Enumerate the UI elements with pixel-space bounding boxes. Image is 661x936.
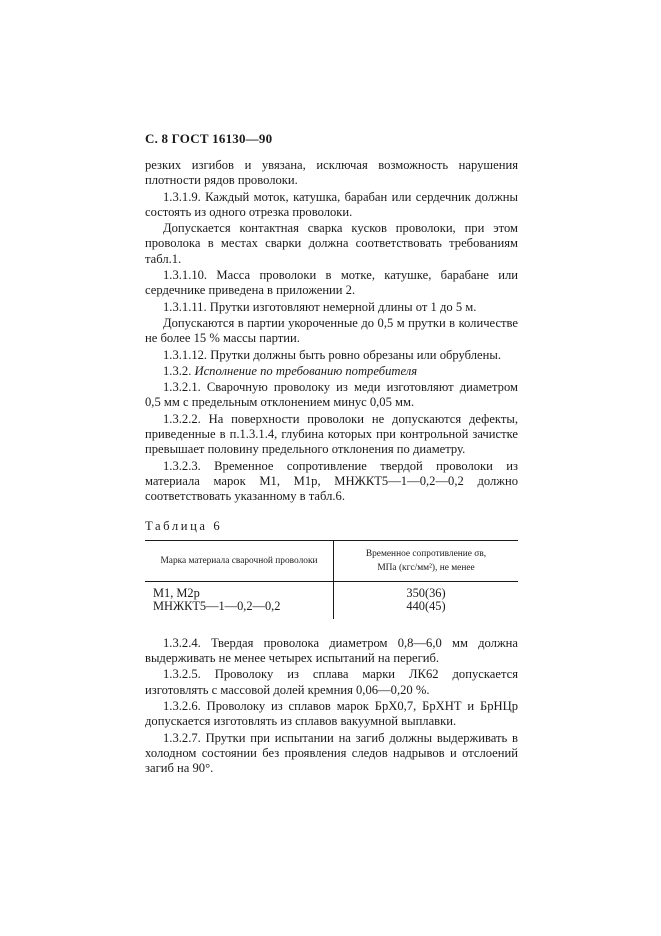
paragraph: 1.3.2.5. Проволоку из сплава марки ЛК62 допускается изготовлять с массовой долей кремния 0,06—0,20 %. [145,667,518,697]
paragraph: 1.3.1.11. Прутки изготовляют немерной длины от 1 до 5 м. [163,299,477,314]
table-cell-strength [334,581,519,619]
table-header-strength-line1: Временное сопротивление σв, [365,548,487,559]
section-number: 1.3.2. [163,363,192,378]
paragraph: 1.3.1.12. Прутки должны быть ровно обрезаны или обрублены. [163,347,501,362]
grade-value: М1, М2р [153,585,200,600]
paragraph: Допускается контактная сварка кусков проволоки, при этом проволока в местах сварки должна соответствовать требованиям табл.1. [145,221,518,266]
paragraph: 1.3.2.4. Твердая проволока диаметром 0,8—6,0 мм должна выдерживать не менее четырех испытаний на перегиб. [145,635,518,666]
paragraph: 1.3.1.10. Масса проволоки в мотке, катушке, барабане или сердечнике приведена в приложении 2. [145,268,518,298]
paragraph: 1.3.2.2. На поверхности проволоки не допускаются дефекты, приведенные в п.1.3.1.4, глубина которых при контрольной зачистке превышает половину предельного отклонения по диаметру. [145,411,518,457]
table-caption: Таблица 6 [145,518,223,533]
paragraph: резких изгибов и увязана, исключая возможность нарушения плотности рядов проволоки. [145,158,518,188]
table-header-strength-line2: МПа (кгс/мм²), не менее [377,562,475,573]
table-cell-grade [145,581,334,619]
table-header-grade: Марка материала сварочной проволоки [145,540,334,581]
document-body [145,158,518,778]
table-header-row [145,540,518,581]
paragraph: 1.3.1.9. Каждый моток, катушка, барабан или сердечник должны состоять из одного отрезка проволоки. [145,189,518,219]
paragraph: 1.3.2.3. Временное сопротивление твердой проволоки из материала марок М1, М1р, МНЖКТ5—1—0,2—0,2 должно соответствовать указанному в табл.6. [145,458,518,504]
paragraph: 1.3.2.7. Прутки при испытании на загиб должны выдерживать в холодном состоянии без проявления следов надрывов и отслоений загиб на 90°. [145,730,518,776]
table-header-strength [334,540,519,581]
section-title: Исполнение по требованию потребителя [194,363,418,378]
table-row [145,581,518,619]
strength-value: 350(36) [406,585,446,600]
section-heading [145,364,518,379]
data-table [145,540,518,619]
strength-value: 440(45) [406,598,446,613]
page-header: С. 8 ГОСТ 16130—90 [145,131,273,146]
paragraph: Допускаются в партии укороченные до 0,5 м прутки в количестве не более 15 % массы партии. [145,315,518,346]
paragraph: 1.3.2.6. Проволоку из сплавов марок БрХ0,7, БрХНТ и БрНЦр допускается изготовлять из сплавов вакуумной выплавки. [145,699,518,729]
paragraph: 1.3.2.1. Сварочную проволоку из меди изготовляют диаметром 0,5 мм с предельным отклонением минус 0,05 мм. [145,380,518,410]
grade-value: МНЖКТ5—1—0,2—0,2 [153,598,281,613]
